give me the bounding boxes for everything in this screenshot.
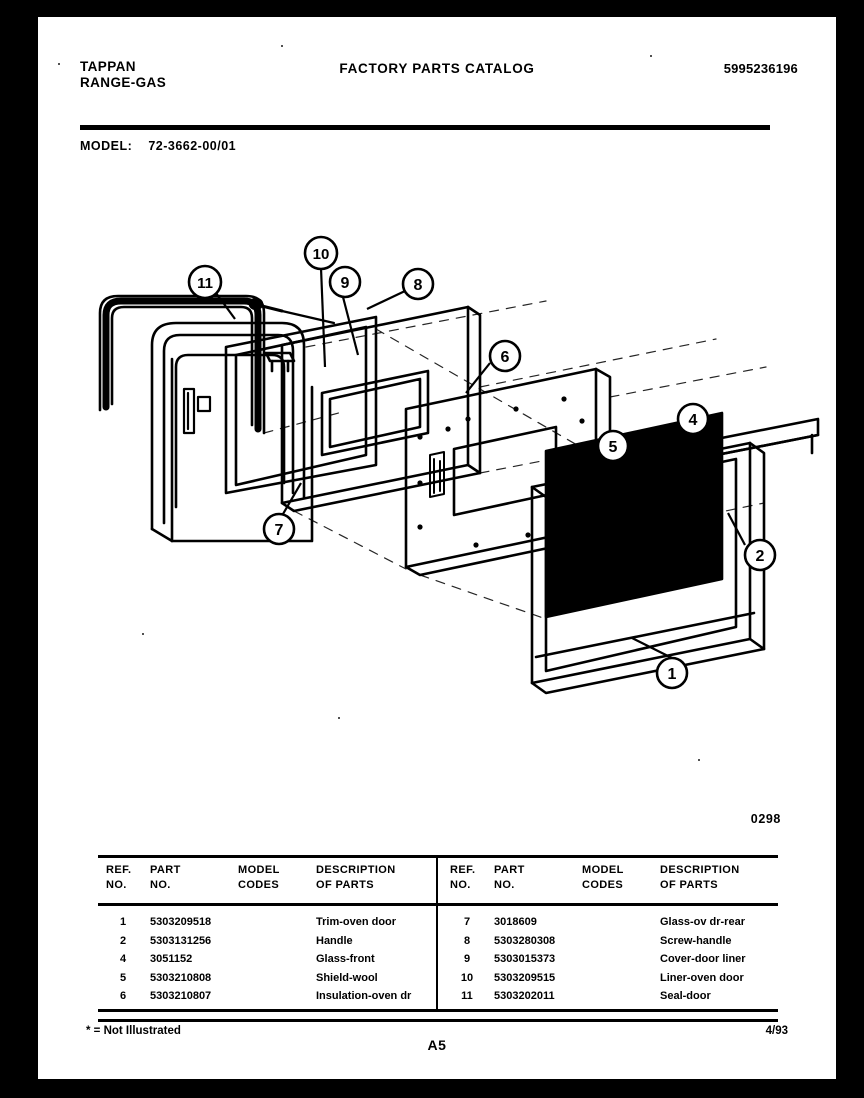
cell-ref-no: 1	[119, 916, 127, 928]
cell-part-no: 5303209518	[150, 916, 212, 928]
svg-text:4: 4	[688, 412, 698, 429]
column-header-description: DESCRIPTION OF PARTS	[316, 864, 396, 891]
model-label: MODEL:	[80, 139, 133, 153]
cell-part-no: 3051152	[150, 953, 193, 965]
callout-10	[305, 237, 337, 269]
brand-category: RANGE-GAS	[80, 75, 167, 91]
parts-table-left	[98, 855, 436, 1012]
table-row	[98, 913, 436, 932]
table-row	[442, 950, 780, 969]
column-header-model-codes: MODEL CODES	[582, 864, 624, 891]
cell-part-no: 5303131256	[150, 934, 212, 947]
scan-speck	[698, 759, 700, 761]
cell-description: Trim-oven door	[316, 916, 397, 928]
cell-ref-no: 11	[461, 990, 473, 1002]
cell-ref-no: 8	[463, 934, 471, 947]
callout-8	[403, 269, 433, 299]
svg-text:6: 6	[500, 349, 510, 366]
table-row	[98, 950, 436, 969]
callout-2	[745, 540, 775, 570]
cell-ref-no: 6	[119, 990, 127, 1002]
table-body-right	[442, 913, 780, 1006]
header-divider	[80, 125, 770, 130]
revision-code: 0298	[750, 812, 781, 826]
svg-text:7: 7	[274, 522, 284, 539]
footer-divider	[98, 1019, 778, 1022]
svg-text:5: 5	[608, 439, 618, 456]
table-header-right	[442, 863, 780, 901]
scan-speck	[58, 63, 60, 65]
cell-part-no: 5303280308	[494, 934, 556, 947]
catalog-number: 5995236196	[723, 61, 798, 76]
cell-description: Cover-door liner	[660, 953, 746, 965]
column-header-ref-no: REF. NO.	[450, 864, 476, 891]
footnote-not-illustrated: * = Not Illustrated	[86, 1025, 181, 1037]
callout-9	[330, 267, 360, 297]
column-header-model-codes: MODEL CODES	[238, 864, 280, 891]
svg-text:2: 2	[755, 548, 765, 565]
callout-6	[490, 341, 520, 371]
model-value: 72-3662-00/01	[148, 139, 237, 153]
door-hinge-hardware	[184, 389, 210, 433]
cell-ref-no: 10	[460, 971, 474, 984]
table-row	[442, 932, 780, 951]
cell-part-no: 5303202011	[494, 990, 555, 1002]
cell-part-no: 5303210807	[150, 990, 212, 1002]
cell-ref-no: 2	[119, 934, 127, 947]
oven-door-exploded-diagram	[76, 197, 836, 757]
page-title: FACTORY PARTS CATALOG	[339, 61, 535, 76]
table-row	[98, 932, 436, 951]
cell-part-no: 3018609	[494, 916, 537, 928]
scan-speck	[650, 55, 652, 57]
svg-text:10: 10	[312, 246, 330, 263]
cell-description: Seal-door	[660, 990, 711, 1002]
table-header-left	[98, 863, 436, 901]
cell-description: Shield-wool	[316, 971, 378, 984]
model-line	[80, 139, 236, 153]
scan-speck	[281, 45, 283, 47]
scan-speck	[338, 717, 340, 719]
column-header-part-no: PART NO.	[150, 864, 181, 891]
catalog-page	[38, 17, 836, 1079]
callout-5	[598, 431, 628, 461]
parts-table-right	[442, 855, 780, 1012]
scan-speck	[142, 633, 144, 635]
svg-text:9: 9	[340, 275, 350, 292]
table-column-divider	[436, 855, 438, 1012]
cell-description: Screw-handle	[660, 934, 732, 947]
svg-text:8: 8	[413, 277, 423, 294]
page-number: A5	[427, 1037, 447, 1053]
brand-name: TAPPAN	[80, 59, 136, 74]
svg-text:11: 11	[197, 275, 213, 292]
column-header-part-no: PART NO.	[494, 864, 525, 891]
cell-description: Liner-oven door	[660, 971, 744, 984]
svg-text:1: 1	[667, 666, 677, 683]
table-row	[442, 969, 780, 988]
publication-date: 4/93	[765, 1025, 788, 1037]
callout-7	[264, 514, 294, 544]
cell-description: Handle	[316, 934, 353, 947]
cell-description: Glass-front	[316, 953, 375, 965]
cell-part-no: 5303209515	[494, 971, 556, 984]
column-header-ref-no: REF. NO.	[106, 864, 132, 891]
cell-description: Glass-ov dr-rear	[660, 916, 745, 928]
table-row	[442, 913, 780, 932]
cell-ref-no: 7	[463, 916, 471, 928]
table-row	[98, 969, 436, 988]
callout-4	[678, 404, 708, 434]
cell-part-no: 5303015373	[494, 953, 556, 965]
cell-ref-no: 9	[463, 953, 471, 965]
column-header-description: DESCRIPTION OF PARTS	[660, 864, 740, 891]
part-glass-oven-door-rear	[226, 317, 376, 493]
table-row	[442, 987, 780, 1006]
table-body-left	[98, 913, 436, 1006]
table-row	[98, 987, 436, 1006]
cell-ref-no: 5	[119, 971, 127, 984]
callout-11	[189, 266, 221, 298]
cell-ref-no: 4	[119, 953, 127, 965]
cell-part-no: 5303210808	[150, 971, 212, 984]
cell-description: Insulation-oven dr	[316, 990, 412, 1002]
callout-1	[657, 658, 687, 688]
part-seal-door-inner	[100, 296, 264, 433]
